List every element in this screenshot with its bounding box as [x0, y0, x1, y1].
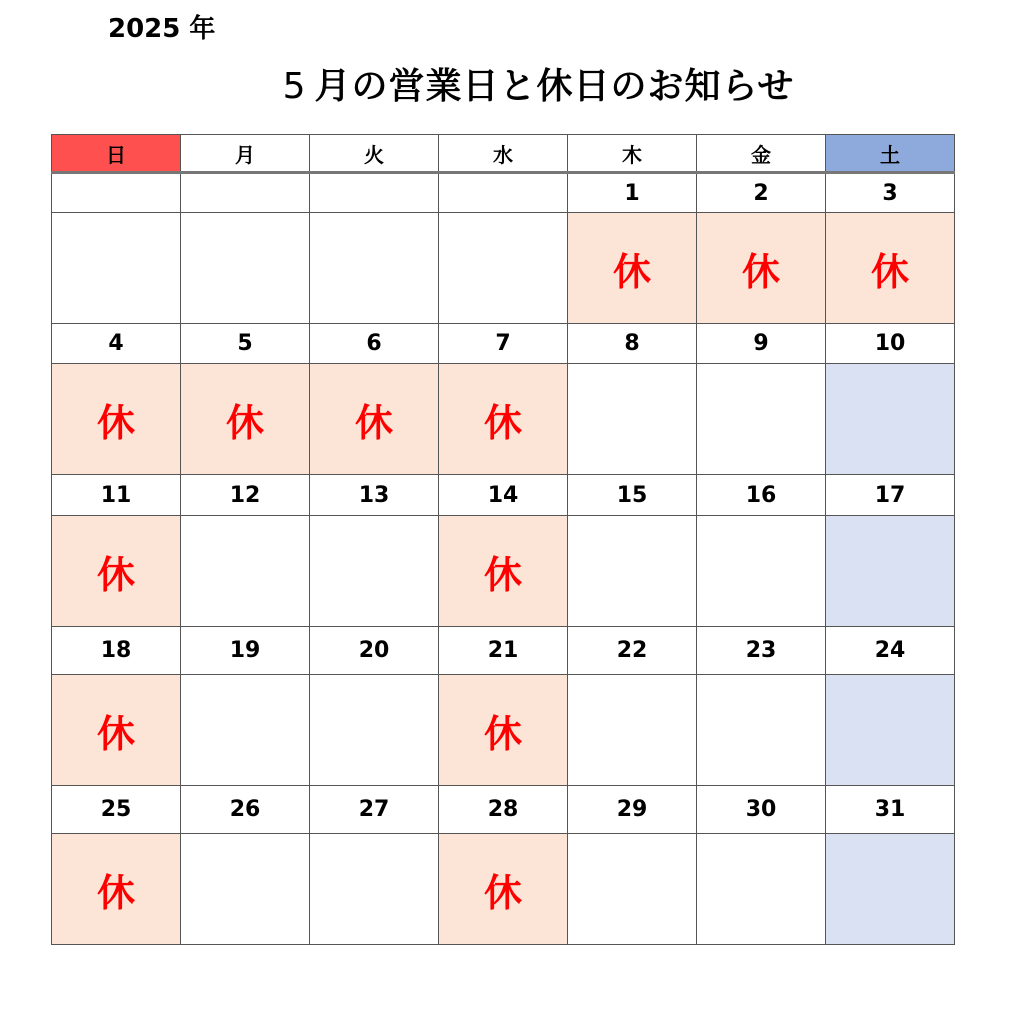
day-cell [697, 516, 826, 627]
date-row [52, 786, 955, 834]
date-number: 8 [568, 324, 697, 364]
closed-day-cell: 休 [439, 834, 568, 945]
date-row [52, 324, 955, 364]
closed-day-cell: 休 [568, 213, 697, 324]
date-number: 6 [310, 324, 439, 364]
date-number: 30 [697, 786, 826, 834]
day-cell [568, 675, 697, 786]
date-number [52, 173, 181, 213]
status-row [52, 213, 955, 324]
date-number: 19 [181, 627, 310, 675]
date-number: 14 [439, 475, 568, 516]
date-number: 27 [310, 786, 439, 834]
date-row [52, 475, 955, 516]
closed-day-cell: 休 [52, 834, 181, 945]
title-text: 月の営業日と休日のお知らせ [314, 66, 795, 107]
date-number: 10 [826, 324, 955, 364]
status-row [52, 516, 955, 627]
day-cell [181, 834, 310, 945]
weekday-wed: 水 [439, 135, 568, 173]
date-number [310, 173, 439, 213]
closed-day-cell: 休 [697, 213, 826, 324]
day-cell [697, 675, 826, 786]
day-cell [568, 364, 697, 475]
closed-day-cell: 休 [181, 364, 310, 475]
date-number: 13 [310, 475, 439, 516]
saturday-cell [826, 364, 955, 475]
date-number: 25 [52, 786, 181, 834]
calendar-table [51, 134, 955, 945]
page-title [0, 58, 1017, 109]
weekday-tue: 火 [310, 135, 439, 173]
weekday-sat: 土 [826, 135, 955, 173]
date-number: 7 [439, 324, 568, 364]
day-cell [310, 516, 439, 627]
date-number: 26 [181, 786, 310, 834]
day-cell [697, 364, 826, 475]
date-number: 20 [310, 627, 439, 675]
date-number: 9 [697, 324, 826, 364]
date-number: 15 [568, 475, 697, 516]
date-row [52, 627, 955, 675]
closed-day-cell: 休 [52, 675, 181, 786]
closed-day-cell: 休 [439, 516, 568, 627]
day-cell [181, 213, 310, 324]
closed-day-cell: 休 [826, 213, 955, 324]
saturday-cell [826, 516, 955, 627]
date-number: 18 [52, 627, 181, 675]
date-number: 2 [697, 173, 826, 213]
day-cell [310, 213, 439, 324]
date-number: 22 [568, 627, 697, 675]
month-number: 5 [282, 66, 307, 107]
status-row [52, 364, 955, 475]
date-number: 12 [181, 475, 310, 516]
closed-day-cell: 休 [52, 516, 181, 627]
closed-day-cell: 休 [439, 364, 568, 475]
day-cell [439, 213, 568, 324]
date-row [52, 173, 955, 213]
saturday-cell [826, 675, 955, 786]
status-row [52, 834, 955, 945]
saturday-cell [826, 834, 955, 945]
date-number [181, 173, 310, 213]
weekday-header-row [52, 135, 955, 173]
date-number: 31 [826, 786, 955, 834]
day-cell [181, 516, 310, 627]
weekday-thu: 木 [568, 135, 697, 173]
date-number: 23 [697, 627, 826, 675]
date-number: 24 [826, 627, 955, 675]
day-cell [568, 516, 697, 627]
day-cell [52, 213, 181, 324]
year-label: 2025 年 [108, 14, 216, 44]
day-cell [310, 834, 439, 945]
date-number: 17 [826, 475, 955, 516]
date-number: 16 [697, 475, 826, 516]
status-row [52, 675, 955, 786]
day-cell [181, 675, 310, 786]
date-number: 11 [52, 475, 181, 516]
date-number: 1 [568, 173, 697, 213]
date-number: 4 [52, 324, 181, 364]
closed-day-cell: 休 [439, 675, 568, 786]
day-cell [568, 834, 697, 945]
calendar-body [52, 173, 955, 945]
day-cell [310, 675, 439, 786]
date-number: 3 [826, 173, 955, 213]
weekday-fri: 金 [697, 135, 826, 173]
date-number [439, 173, 568, 213]
weekday-sun: 日 [52, 135, 181, 173]
weekday-mon: 月 [181, 135, 310, 173]
closed-day-cell: 休 [52, 364, 181, 475]
date-number: 21 [439, 627, 568, 675]
date-number: 28 [439, 786, 568, 834]
date-number: 5 [181, 324, 310, 364]
date-number: 29 [568, 786, 697, 834]
day-cell [697, 834, 826, 945]
closed-day-cell: 休 [310, 364, 439, 475]
